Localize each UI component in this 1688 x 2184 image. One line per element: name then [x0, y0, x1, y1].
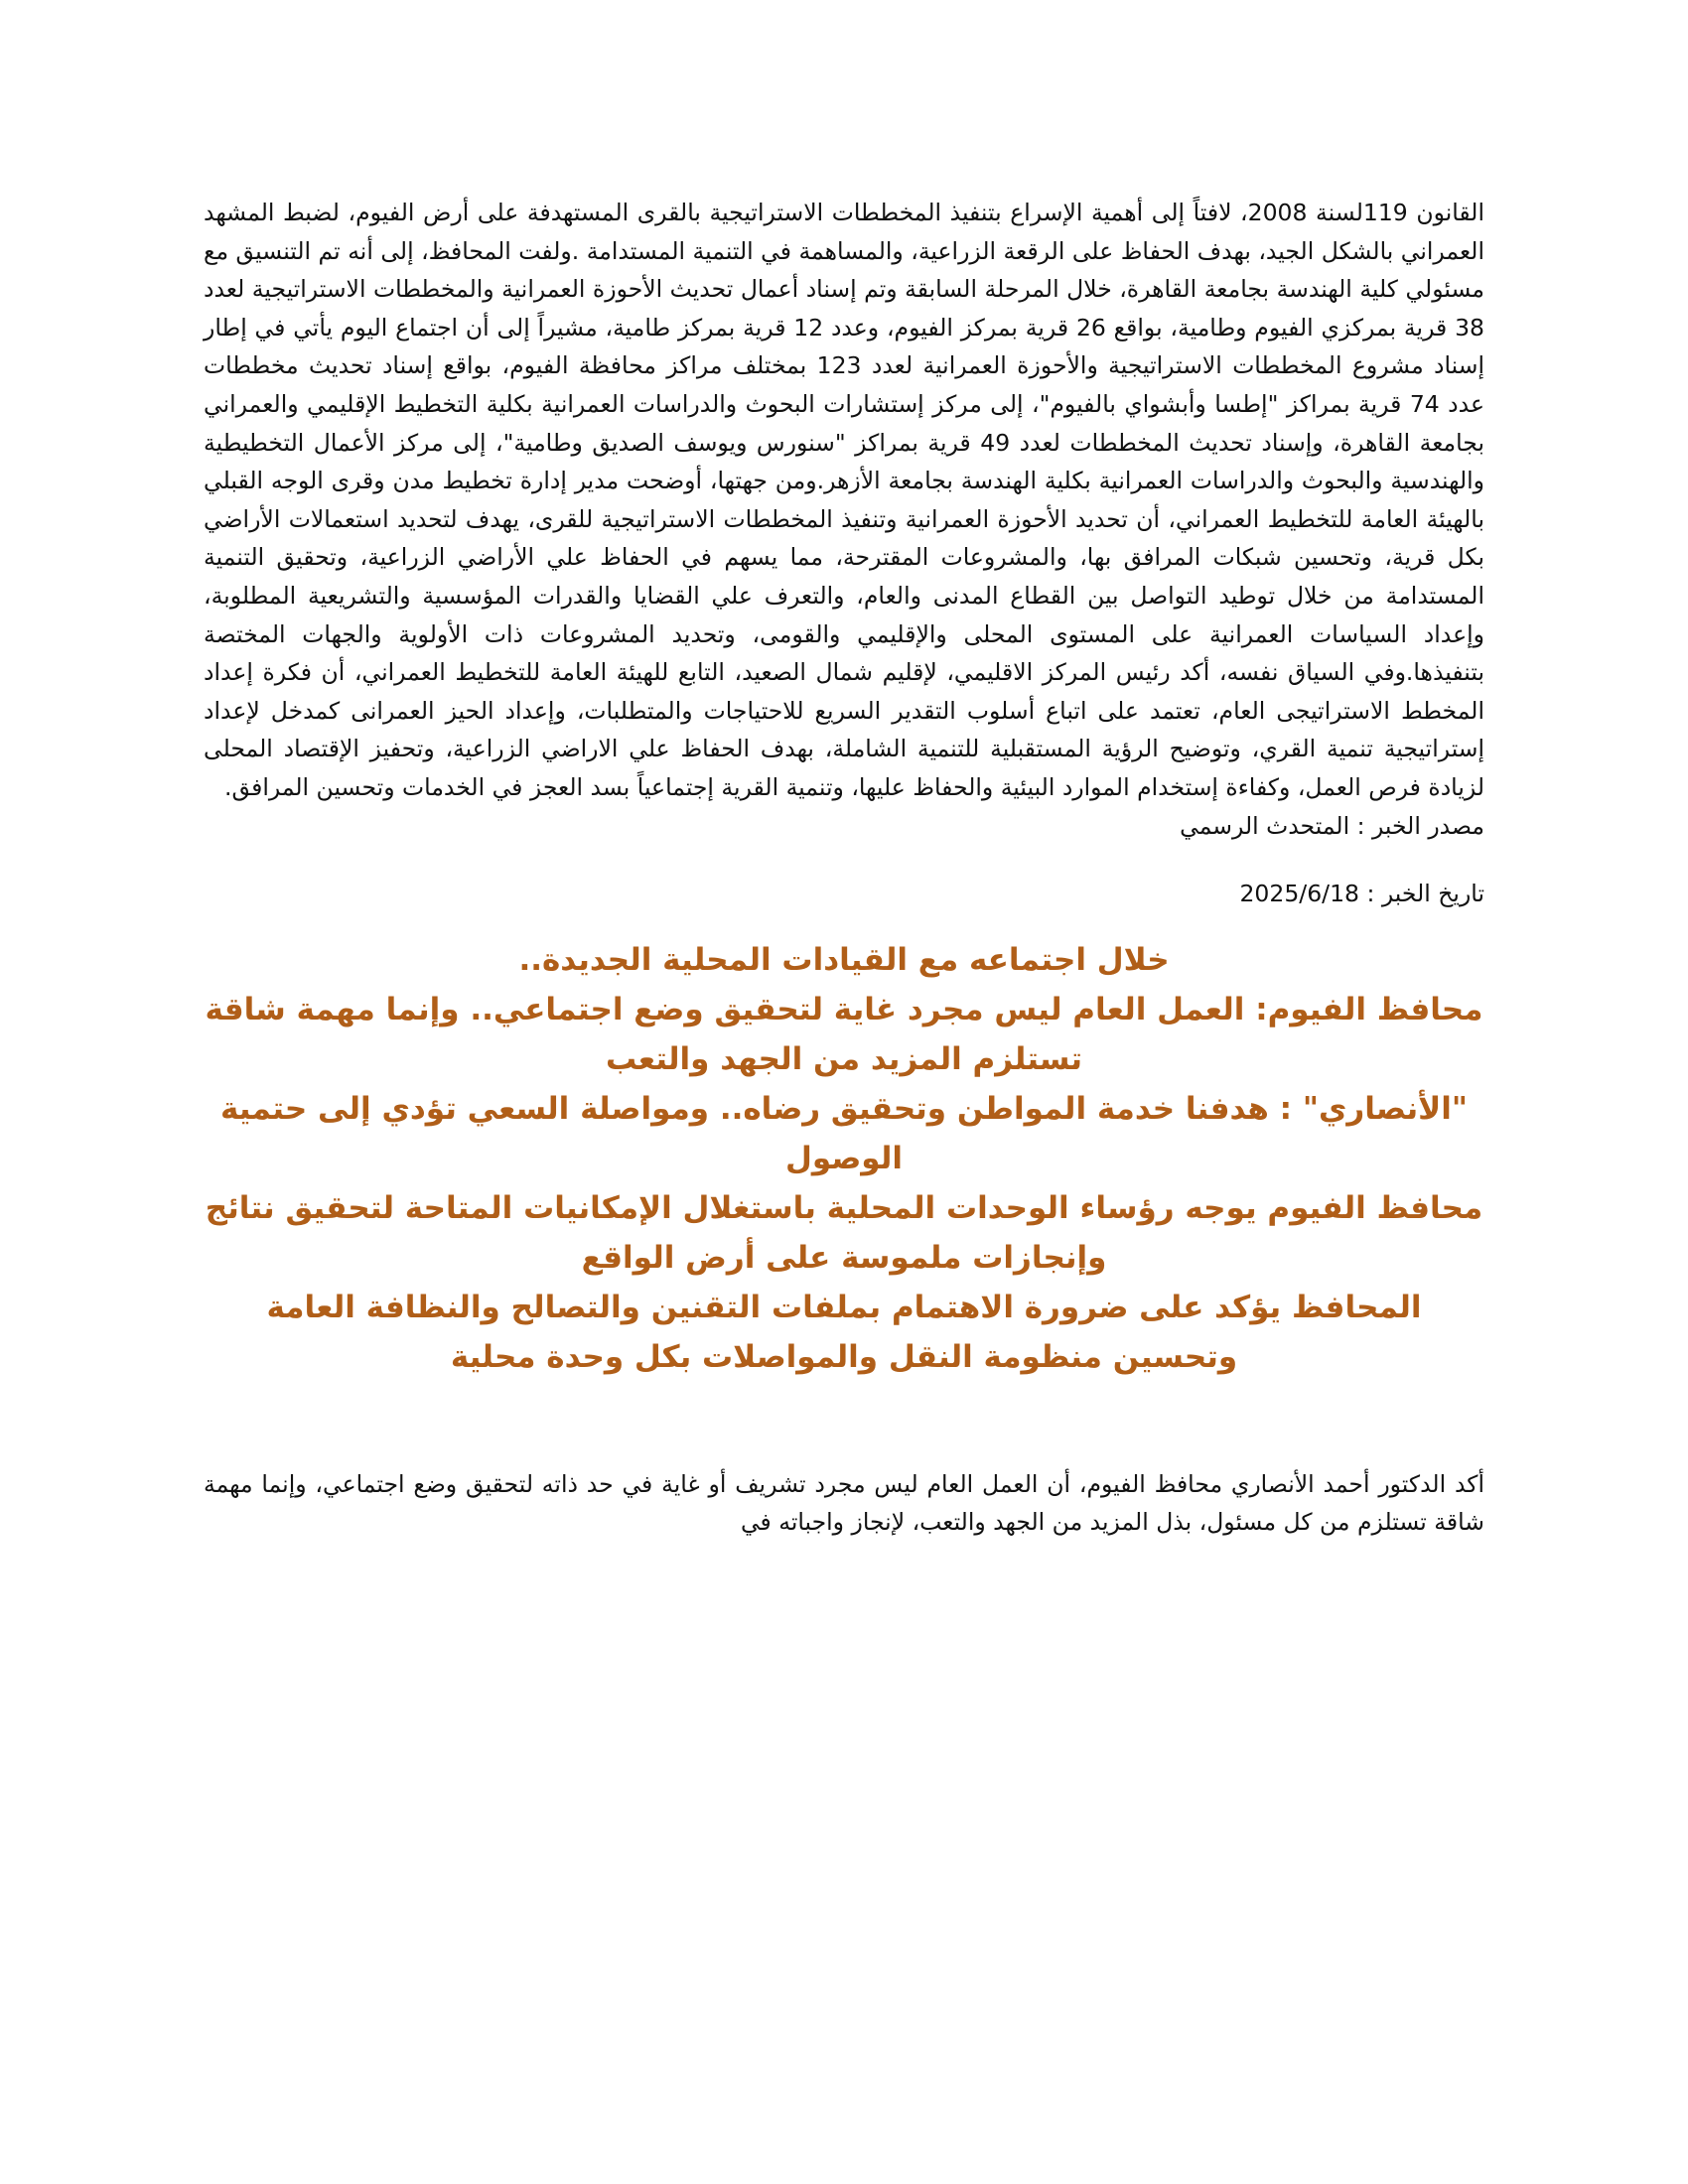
headline-1: خلال اجتماعه مع القيادات المحلية الجديدة.. — [518, 941, 1170, 978]
intro-paragraph: أكد الدكتور أحمد الأنصاري محافظ الفيوم، أن العمل العام ليس مجرد تشريف أو غاية في حد ذاته لتحقيق وضع اجتماعي، وإنما مهمة شاقة تستلزم من كل مسئول، بذل المزيد من الجهد والتعب، لإنجاز واجباته في — [204, 1469, 1484, 1537]
headline-5: المحافظ يؤكد على ضرورة الاهتمام بملفات التقنين والتصالح والنظافة العامة وتحسين منظومة النقل والمواصلات بكل وحدة محلية — [266, 1289, 1422, 1375]
headlines-block — [204, 935, 1484, 1382]
news-source: مصدر الخبر : المتحدث الرسمي — [1180, 811, 1484, 840]
body-paragraph: القانون 119لسنة 2008، لافتاً إلى أهمية الإسراع بتنفيذ المخططات الاستراتيجية بالقرى المستهدفة على أرض الفيوم، لضبط المشهد العمراني بالشكل الجيد، بهدف الحفاظ على الرقعة الزراعية، والمساهمة في التنمية المستدامة .ولفت المحافظ، إلى أنه تم التنسيق مع مسئولي كلية الهندسة بجامعة القاهرة، خلال المرحلة السابقة وتم إسناد أعمال تحديث الأحوزة العمرانية والمخططات الاستراتيجية لعدد 38 قرية بمركزي الفيوم وطامية، بواقع 26 قرية بمركز الفيوم، وعدد 12 قرية بمركز طامية، مشيراً إلى أن اجتماع اليوم يأتي في إطار إسناد مشروع المخططات الاستراتيجية والأحوزة العمرانية لعدد 123 بمختلف مراكز محافظة الفيوم، بواقع إسناد تحديث مخططات عدد 74 قرية بمراكز "إطسا وأبشواي بالفيوم"، إلى مركز إستشارات البحوث والدراسات العمرانية بكلية التخطيط الإقليمي والعمراني بجامعة القاهرة، وإسناد تحديث المخططات لعدد 49 قرية بمراكز "سنورس ويوسف الصديق وطامية"، إلى مركز الأعمال التخطيطية والهندسية والبحوث والدراسات العمرانية بكلية الهندسة بجامعة الأزهر.ومن جهتها، أوضحت مدير إدارة تخطيط مدن وقرى الوجه القبلي بالهيئة العامة للتخطيط العمراني، أن تحديد الأحوزة العمرانية وتنفيذ المخططات الاستراتيجية للقرى، يهدف لتحديد استعمالات الأراضي بكل قرية، وتحسين شبكات المرافق بها، والمشروعات المقترحة، مما يسهم في الحفاظ علي الأراضي الزراعية، وتحقيق التنمية المستدامة من خلال توطيد التواصل بين القطاع المدنى والعام، والتعرف علي القضايا والقدرات المؤسسية والتشريعية المطلوبة، وإعداد السياسات العمرانية على المستوى المحلى والإقليمي والقومى، وتحديد المشروعات ذات الأولوية والجهات المختصة بتنفيذها.وفي السياق نفسه، أكد رئيس المركز الاقليمي، لإقليم شمال الصعيد، التابع للهيئة العامة للتخطيط العمراني، أن فكرة إعداد المخطط الاستراتيجى العام، تعتمد على اتباع أسلوب التقدير السريع للاحتياجات والمتطلبات، وإعداد الحيز العمرانى كمدخل لإعداد إستراتيجية تنمية القري، وتوضيح الرؤية المستقبلية للتنمية الشاملة، بهدف الحفاظ علي الاراضي الزراعية، وتحفيز الإقتصاد المحلى لزيادة فرص العمل، وكفاءة إستخدام الموارد البيئية والحفاظ عليها، وتنمية القرية إجتماعياً بسد العجز في الخدمات وتحسين المرافق. — [203, 199, 1484, 801]
headline-4: محافظ الفيوم يوجه رؤساء الوحدات المحلية باستغلال الإمكانيات المتاحة لتحقيق نتائج وإنجازات ملموسة على أرض الواقع — [205, 1189, 1483, 1276]
document-page — [204, 194, 1484, 1542]
headline-3: "الأنصاري" : هدفنا خدمة المواطن وتحقيق رضاه.. ومواصلة السعي تؤدي إلى حتمية الوصول — [220, 1090, 1468, 1176]
headline-2: محافظ الفيوم: العمل العام ليس مجرد غاية لتحقيق وضع اجتماعي.. وإنما مهمة شاقة تستلزم المزيد من الجهد والتعب — [205, 991, 1483, 1077]
news-date: تاريخ الخبر : 2025/6/18 — [1239, 880, 1484, 908]
